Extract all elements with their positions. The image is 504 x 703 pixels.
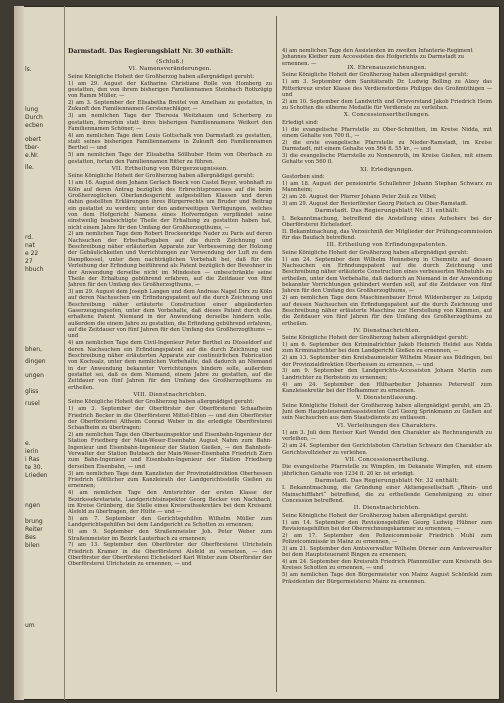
paragraph: Seine Königliche Hoheit der Großherzog haben allergnädigst geruht: <box>282 72 469 79</box>
section-heading: VII. Concessionsertheilung. <box>345 456 429 463</box>
paragraph: 2) am 24. September den Gerichtsboten Christian Schwarz den Charakter als Gerichtsvollzieher zu verleihen. <box>282 443 492 456</box>
paragraph: 4) am nemlichen Tage dem Louis Gottschalk von Darmstadt zu gestatten, statt seines bisherigen Familiennamens in Zukunft den Familiennamen Berthel — und <box>68 132 272 152</box>
edge-fragment: te 30. <box>25 464 43 471</box>
paragraph: I. Bekanntmachung, die Gründung einer Aktiengesellschaft „Rhein- und Mainschifffahrt“ betreffend, die zu ertheilende Genehmigung zu einer Concession betreffend. <box>282 485 492 504</box>
edge-fragment: lung <box>25 106 39 113</box>
edge-fragment: e 22 <box>25 250 39 257</box>
paragraph: 1) die evangelische Pfarrstelle zu Ober-Schmitten, im Kreise Nidda, mit einem Gehalte von 700 fl., — <box>282 126 492 139</box>
left-column <box>68 58 272 568</box>
edge-fragment: ngen <box>25 502 41 509</box>
paragraph: Seine Königliche Hoheit der Großherzog haben allergnädigst geruht, am 25. Juni dem Hauptsteueramtsassistenten Carl Georg Sprinkmann zu Gießen auf sein Nachsuchen aus dem Staatsdienste zu entlassen. <box>282 402 492 422</box>
paragraph: 1) am 3. Juli dem Revisor Karl Wendel den Charakter als Rechnungsrath zu verleihen, — <box>282 430 492 443</box>
section-heading: III. Ertheilung von Erfindungspatenten. <box>326 242 448 249</box>
paragraph: Die evangelische Pfarrstelle zu Wimpfen, im Dekanate Wimpfen, mit einem jährlichen Gehalte von 1234 fl. 20 kr. ist erledigt. <box>282 464 492 477</box>
section-heading: VI. Verleihungen des Charakters. <box>336 422 438 429</box>
section-heading: VI. Namensveränderungen. <box>128 66 212 73</box>
section-heading: IV. Dienstnachrichten. <box>353 327 421 334</box>
edge-fragment: tber- <box>25 144 40 151</box>
paragraph: Seine Königliche Hoheit der Großherzog haben allergnädigst geruht: <box>68 173 255 180</box>
paragraph: 4) am 24. September den Kreisrath Friedrich Pfannmüller zum Kreisrath des Kreises Schotten zu ernennen, — und <box>282 559 492 572</box>
section-heading: VII. Ertheilung von Bürgerzeugnissen. <box>111 166 229 172</box>
paragraph: 2) am 13. September den Kreisbaumeister Wilhelm Mauer aus Büdingen, bei der Provinzialdirektion Oberhessen zu ernennen, — und <box>282 355 492 368</box>
edge-fragment: Reiter <box>25 526 43 533</box>
paragraph: I. Bekanntmachung, betreffend die Anstellung eines Aufsehers bei der Oberförsterei Eichelsdorf. <box>282 215 492 228</box>
paragraph: 2) am 26. August der Pfarrer Johann Peter Zeiß zu Vilbel; <box>282 194 437 201</box>
paragraph: 2) am nemlichen Tage den Oberbauinspektor und Eisenbahn-Ingenieur der Station Friedberg der Main-Weser-Eisenbahn August Nahm zum Bahn-Ingenieur und Eisenbahn-Ingenieur der Station Gießen, — den Bahnhofs-Verwalter der Station Butzbach der Main-Weser-Eisenbahn Friedrich Zorn zum Bahn-Ingenieur und Eisenbahn-Ingenieur der Station Friedberg derselben Eisenbahn, — und <box>68 432 272 470</box>
section-heading: VIII. Dienstnachrichten. <box>133 392 207 399</box>
paragraph: 5) am nemlichen Tage der Elisabetha Söllhuber Heim von Oberbach zu gestatten, fortan den Familiennamen Ritter zu führen. <box>68 152 272 165</box>
paragraph: 1) am 24. September dem Wilhelm Henneberg in Chemnitz auf dessen Nachsuchen ein Erfindungspatent auf die durch Zeichnung und Beschreibung näher erläuterte Construction eines verbesserten Webstuhls zu ertheilen, unter dem Vorbehalte, daß dadurch an Niemand in der Anwendung bekannter Vorrichtungen gehindert werden soll, auf die Zeitdauer von fünf Jahren für den Umfang des Großherzogthums, — <box>282 256 492 295</box>
paragraph: 5) am 7. September den Gerichtsgehilfen Wilhelm Müller zum Landgerichtsgehilfen bei dem Landgericht zu Schotten zu ernennen; <box>68 516 272 529</box>
previous-page-edge <box>24 6 65 700</box>
right-column <box>282 64 492 585</box>
paragraph: 3) am nemlichen Tage dem Kanzlisten der Provinzialdirektion Oberhessen Friedrich Göttlicher zum Kanzleirath der Landgerichtsstelle Gießen zu ernennen; <box>68 470 272 490</box>
edge-fragment: nat <box>25 242 35 249</box>
section-heading: Darmstadt. Das Regierungsblatt Nr. 31 enthält: <box>314 208 460 215</box>
edge-fragment: dingen <box>25 358 46 365</box>
paragraph: 7) am 13. September den Oberförster der Oberförsterei Ulrichstein Friedrich Kramer in die Oberförsterei Alsfeld zu versetzen, — den Oberförster der Oberförsterei Eichelsdorf Karl Winter zum Oberförster der Oberförsterei Ulrichstein zu ernennen, — und <box>68 542 272 568</box>
edge-fragment: gliss <box>25 388 39 395</box>
paragraph: 4) am 24. September den Hilfsarbeiter Johannes Peterwolf zum Kanzleisekretär bei der Hofkammer zu ernennen. <box>282 381 492 394</box>
section-heading: (Schluß.) <box>156 59 184 65</box>
paragraph: 3) die evangelische Pfarrstelle zu Nonnenroth, im Kreise Gießen, mit einem Gehalte von 560 fl. <box>282 152 492 166</box>
paragraph: 3) am nemlichen Tage der Theresia Weitzhaum und Scherberg zu gestatten, fernerhin statt ihres bisherigen Familiennamens Weikert den Familiennamen Schöner, — <box>68 113 272 132</box>
edge-fragment: lle. <box>25 164 34 171</box>
edge-fragment: bhen, <box>25 346 43 353</box>
paragraph: Seine Königliche Hoheit der Großherzog haben allergnädigst geruht: <box>282 512 469 519</box>
edge-fragment: Durch <box>25 114 43 121</box>
paragraph: 3) am 29. August dem Joseph Langen und dem Andreas Nagel Dirx zu Köln auf deren Nachsuchen ein Erfindungspatent auf die durch Zeichnung und Beschreibung näher erläuterte Construction einer abgeänderten Gaserzeugungsofen, unter dem Vorbehalte, daß dieses Patent durch das erhaltene Patent Niemand in der Anwendung derselbe hindern solle, außerdem die einem Jahre zu gestatten, die Erfindung gebührend erfahren, auf die Zeitdauer von fünf Jahren für den Umfang des Großherzogthums — und <box>68 289 272 340</box>
edge-fragment: e.Nr. <box>25 152 39 159</box>
paragraph: Seine Königliche Hoheit der Großherzog haben allergnädigst geruht: <box>68 399 255 406</box>
edge-fragment: bilen <box>25 542 40 549</box>
paragraph: 1) am 18. August der pensionirte Schullehrer Johann Stephan Schwarz zu Mannheim; <box>282 180 492 194</box>
edge-fragment: e. <box>25 440 31 447</box>
paragraph: Erledigt sind: <box>282 119 319 126</box>
paragraph: 4) am nemlichen Tage dem Civil-Ingenieur Peter Berthel zu Düsseldorf auf deren Nachsuchen ein Erfindungspatent auf die durch Zeichnung und Beschreibung näher erläuterten Apparate zur continuirlichen Fabrication von Kochsalz, unter dem nemlichen Vorbehalte, daß dadurch an Niemand in der Anwendung bekannter Vorrichtungen hindern solle, außerdem gestattet sei, daß es dem Niemand, einem Jahre zu gestatten, auf die Zeitdauer von fünf Jahren für den Umfang des Großherzogthums zu ertheilen. <box>68 340 272 391</box>
paragraph: Gestorben sind: <box>282 174 325 180</box>
page-spine <box>14 6 24 700</box>
paragraph: 1) am 16. August dem Johann Gerlach Boeck von Castel Beyer, wohnhaft zu Köln auf deren Antrag bezüglich des Erbrechtsprozesses auf die beim Großherzoglichen Oberlandesgericht aufgestellten Klassen und deren dahin gestellten Erklärungen ihres Bürgerrechts um Bruder und Beitrag ein gestattet zu werden; unter den anderweitigen Verfügungen, welches von dem Hofgericht Namens eines Hofvermögen verpfändet seine einstweilig beabsichtigte Theile der Erhaltung zu gestatten haben hat, nicht einem Jahre für den Umfang der Großherzogthums, — <box>68 180 272 231</box>
edge-fragment: Bes <box>25 534 36 541</box>
section-heading: IX. Ehrenauszeichnungen. <box>347 65 427 71</box>
edge-fragment: obert <box>25 136 41 143</box>
section-heading: XI. Erledigungen. <box>360 166 414 173</box>
paragraph: 2) die erste evangelische Pfarrstelle zu Nieder-Ramstadt, im Kreise Darmstadt, mit einem Gehalte von 564 fl. 55 kr., — und <box>282 139 492 153</box>
section-heading: X. Concessionsertheilungen. <box>343 112 431 119</box>
paragraph: 3) am 9. September den Landgerichts-Accessisten Johann Martin zum Landrichter zu Herbstein zu ernennen; <box>282 368 492 381</box>
column-divider <box>276 16 277 692</box>
edge-fragment: Lrieden <box>25 472 48 479</box>
edge-fragment: hbuch <box>25 266 44 273</box>
paragraph: 3) am 29. August der Revierförster Georg Pietsch zu Ober-Ramstadt. <box>282 200 468 207</box>
paragraph: 1) am 14. September den Revisionsgehilfen Georg Ludwig Hübner zum Revisionsgehilfen bei der Oberrechnungskammer zu ernennen, — <box>282 519 492 532</box>
paragraph: 6) am 9. September den Straßenmeister Joh. Peter Weber zum Straßenmeister im Bezirk Lauterbach zu ernennen; <box>68 529 272 542</box>
paragraph: 2) am 10. September dem Landwirth und Ortsvorstand Jakob Friedrich Heim zu Schotten die silberne Medaille für Verdienste zu verleihen. <box>282 98 492 112</box>
edge-fragment: rd. <box>25 234 34 241</box>
paragraph: 5) am nemlichen Tage den Bürgermeister von Mainz August Schönfeld zum Präsidenten der Bürgermeisterei Mainz zu ernennen. <box>282 572 492 585</box>
paragraph: 2) am nemlichen Tage dem Robert Brockenridge Nader zu Paris auf deren Nachsuchen der Erbschaftsgaben auf die durch Zeichnung und Beschreibung näher erläuterten Apparate zur Verbesserung der Holzung der Gebäulichkeiten und Vorrichtungen zur Verwendung der Luft zu dem Dampfkessel, unter dem nachträglichen Vorbehalt bei, daß für die Verleihung der Erfindung beiführend als Patent bezüglich der Bewohner in der Anwendung derselbe nicht im Mindesten — unbeschränkte seine Theile der Erhaltung gebührend erfahren, auf die Zeitdauer von fünf Jahren für den Umfang des Großherzogthums, — <box>68 231 272 289</box>
edge-fragment: ls. <box>25 66 32 73</box>
paragraph: 1) am 29. August der Katharine Christiane Rolle von Homberg zu gestatten, den von ihrem bisherigen Familiennamen Steinbach Rothzügig von Ramm Müller, — <box>68 80 272 100</box>
edge-fragment: i Ras <box>25 456 40 463</box>
edge-fragment: ierin <box>25 448 39 455</box>
paragraph: Seine Königliche Hoheit der Großherzog haben allergnädigst geruht: <box>68 73 255 80</box>
paragraph: 3) am 21. September den Amtsverwalter Wilhelm Dörner zum Amtsverwalter bei dem Hauptsteueramt Bingen zu ernennen; <box>282 545 492 559</box>
paragraph: 4) am nemlichen Tage den Amtsrichter der ersten Klasse der Bezirkssekretariate, Landgerichtsinspektor Georg Becker von Nachbach, im Kreise Grünberg, die Stelle eines Kreisrathsekretärs bei dem Kreisamt Alsfeld zu übertragen, der Hütte — und — <box>68 490 272 516</box>
paragraph: 2) am nemlichen Tage dem Maschinenbauer Ernst Wildenberger zu Leipzig auf dessen Nachsuchen ein Erfindungspatent auf die durch Zeichnung und Beschreibung näher erläuterte Maschine zur Herstellung von Kämmen, auf die Zeitdauer von fünf Jahren für den Umfang des Großherzogthums zu ertheilen. <box>282 295 492 327</box>
left-column-masthead: Darmstadt. Das Regierungsblatt Nr. 30 enthält: <box>68 48 234 55</box>
paragraph: 1) am 3. September dem Sanitätsrath Dr. Ludwig Bolling zu Alzey das Ritterkreuz erster Klasse des Verdienstordens Philipps des Großmüthigen — und <box>282 79 492 98</box>
edge-fragment: ecben <box>25 122 44 129</box>
edge-fragment: ungen <box>25 372 44 379</box>
paragraph: 1) am 3. September der Oberförster der Oberförsterei Schaafheim Friedrich Becker in die Oberförsterei Mittel-Ehlen — und den Oberförster der Oberförsterei Altheim Conrad Weber in die erledigte Oberförsterei Schaafheim zu übertragen; <box>68 406 272 432</box>
edge-fragment: brung <box>25 518 43 525</box>
edge-fragment: rusel <box>25 400 40 407</box>
paragraph: II. Bekanntmachung, das Verzeichniß der Mitglieder der Prüfungscommission für das Baufach betreffend. <box>282 228 492 242</box>
paragraph: 2) am 17. September den Polizeicommissär Friedrich Muhl zum Polizeicommissär in Mainz zu ernennen, — <box>282 532 492 546</box>
paragraph: 1) am 6. September den Kriminalrichter Jakob Heinrich Heldel aus Nidda zum Kriminalrichter bei dem Landgericht Gießen zu ernennen, — <box>282 342 492 355</box>
paragraph: Seine Königliche Hoheit der Großherzog haben allergnädigst geruht: <box>282 335 469 342</box>
section-heading: II. Dienstnachrichten. <box>353 505 421 512</box>
paragraph: Seine Königliche Hoheit der Großherzog haben allergnädigst geruht: <box>282 249 469 256</box>
edge-fragment: 27 <box>25 258 33 265</box>
newspaper-page <box>14 6 500 700</box>
section-heading: V. Dienstentlassung. <box>356 395 418 402</box>
section-heading: Darmstadt. Das Regierungsblatt Nr. 32 enthält: <box>314 477 460 484</box>
right-column-lead-text: 4) am nemlichen Tage den Assistenten im zweiten Infanterie-Regiment Johannes Kleiber zum Accessisten des Hofgerichts zu Darmstadt zu ernennen. — <box>282 48 473 67</box>
right-column-lead <box>282 48 492 67</box>
edge-fragment: um <box>25 622 35 629</box>
paragraph: 2) am 3. September der Elisabetha Breitel von Amelham zu gestatten, in Zukunft den Familiennamen Gerstenschläger, — <box>68 100 272 113</box>
